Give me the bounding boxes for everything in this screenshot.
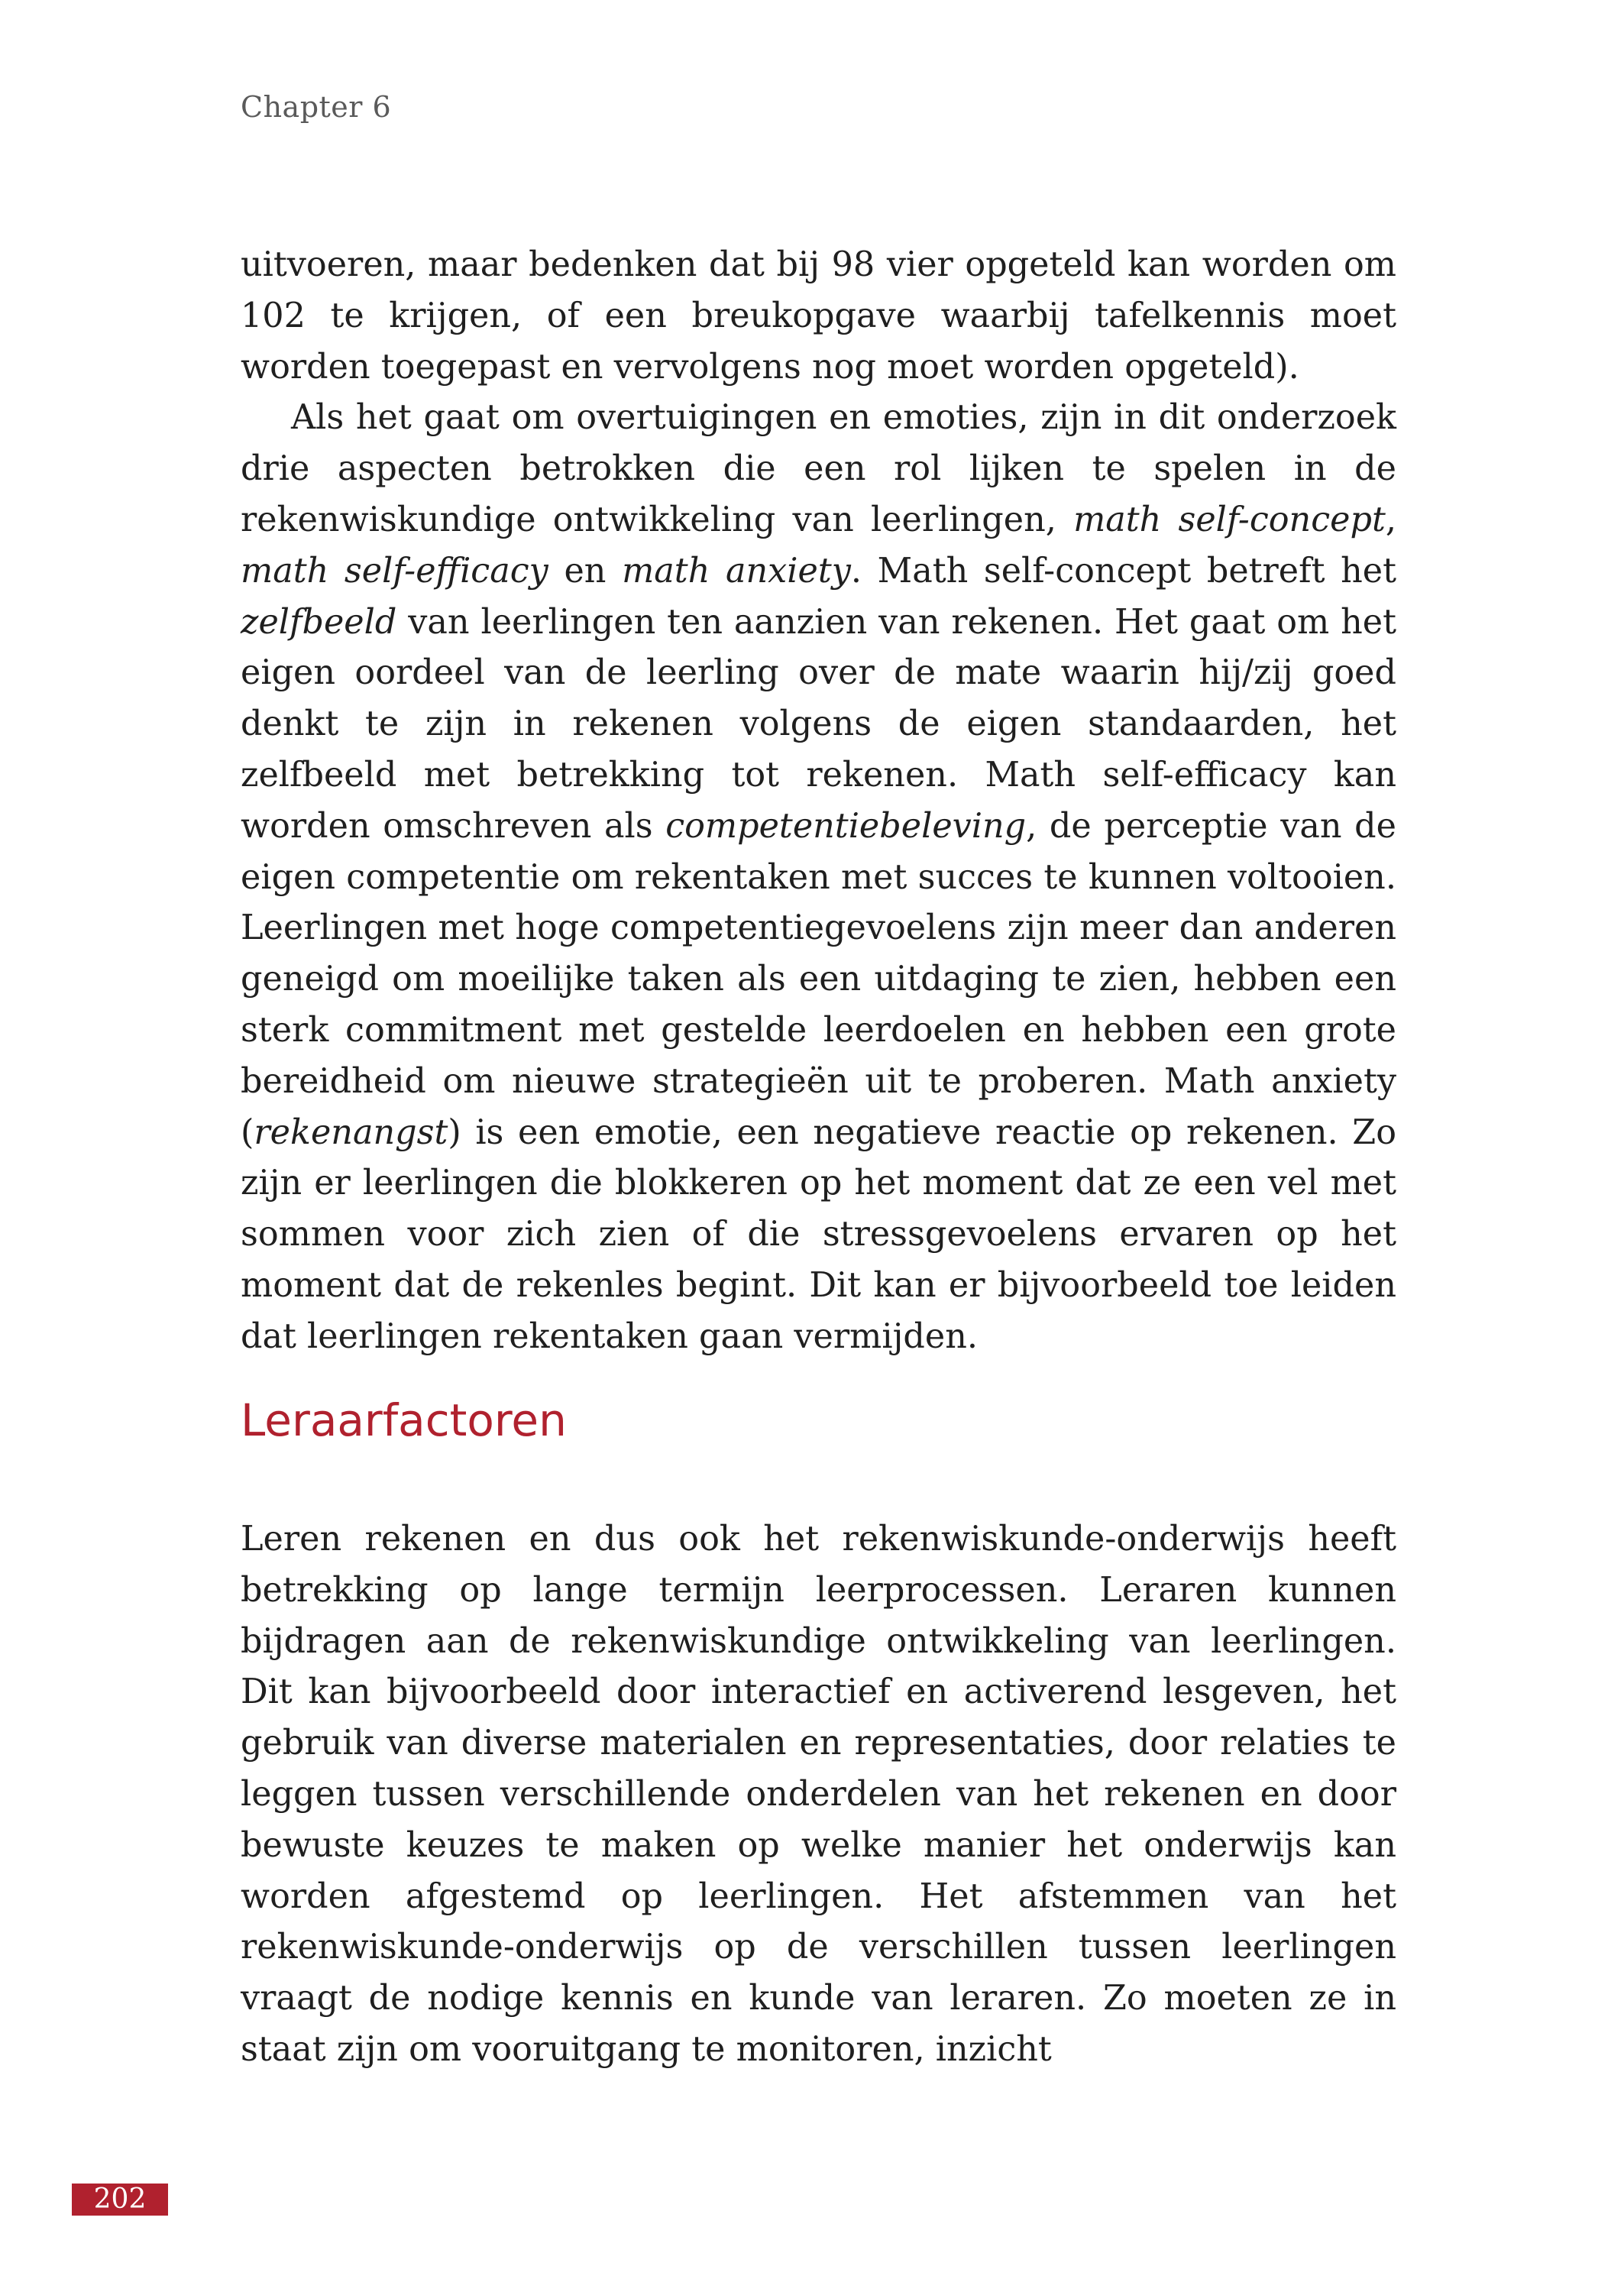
italic-term: math self-efficacy [241, 551, 548, 591]
italic-term: rekenangst [254, 1112, 448, 1152]
page-number-badge: 202 [72, 2184, 168, 2216]
text-run: , [1385, 500, 1396, 539]
text-run: . Math self-concept betreft het [850, 551, 1396, 591]
paragraph-teacher-factors: Leren rekenen en dus ook het rekenwiskunde-onderwijs heeft betrekking op lange termijn leerprocessen. Leraren kunnen bijdragen aan de rekenwiskundige ontwikkeling van leerlingen. Dit kan bijvoorbeeld door interactief en activerend lesgeven, het gebruik van diverse materialen en representaties, door relaties te leggen tussen verschillende onderdelen van het rekenen en door bewuste keuzes te maken op welke manier het onderwijs kan worden afgestemd op leerlingen. Het afstemmen van het rekenwiskunde-onderwijs op de verschillen tussen leerlingen vraagt de nodige kennis en kunde van leraren. Zo moeten ze in staat zijn om vooruitgang te monitoren, inzicht [241, 1520, 1396, 2069]
running-head: Chapter 6 [241, 90, 392, 124]
section-heading: Leraarfactoren [241, 1394, 567, 1446]
paragraph-continued: uitvoeren, maar bedenken dat bij 98 vier opgeteld kan worden om 102 te krijgen, of een breukopgave waarbij tafelkennis moet worden toegepast en vervolgens nog moet worden opgeteld). [241, 245, 1396, 387]
text-run: ) is een emotie, een negatieve reactie op rekenen. Zo zijn er leerlingen die blokkeren op het moment dat ze een vel met sommen voor zich zien of die stressgevoelens ervaren op het moment dat de rekenles begint. Dit kan er bijvoorbeeld toe leiden dat leerlingen rekentaken gaan vermijden. [241, 1112, 1396, 1356]
text-run: Als het gaat om overtuigingen en emoties, zijn in dit onderzoek drie aspecten betrokken die een rol lijken te spelen in de rekenwiskundige ontwikkeling van leerlingen, [241, 398, 1396, 539]
italic-term: zelfbeeld [241, 602, 397, 642]
body-text-section-1 [241, 240, 1396, 1363]
body-text-section-2 [241, 1514, 1396, 2076]
italic-term: competentiebeleving [665, 806, 1027, 846]
italic-term: math self-concept [1073, 500, 1386, 539]
italic-term: math anxiety [622, 551, 851, 591]
text-run: van leerlingen ten aanzien van rekenen. Het gaat om het eigen oordeel van de leerling over de mate waarin hij/zij goed denkt te zijn in rekenen volgens de eigen standaarden, het zelfbeeld met betrekking tot rekenen. Math self-efficacy kan worden omschreven als [241, 602, 1396, 846]
paragraph-beliefs-emotions [241, 393, 1396, 1362]
text-run: en [548, 551, 623, 591]
text-run: , de perceptie van de eigen competentie om rekentaken met succes te kunnen voltooien. Leerlingen met hoge competentiegevoelens zijn meer dan anderen geneigd om moeilijke taken als een uitdaging te zien, hebben een sterk commitment met gestelde leerdoelen en hebben een grote bereidheid om nieuwe strategieën uit te proberen. Math anxiety ( [241, 806, 1396, 1152]
